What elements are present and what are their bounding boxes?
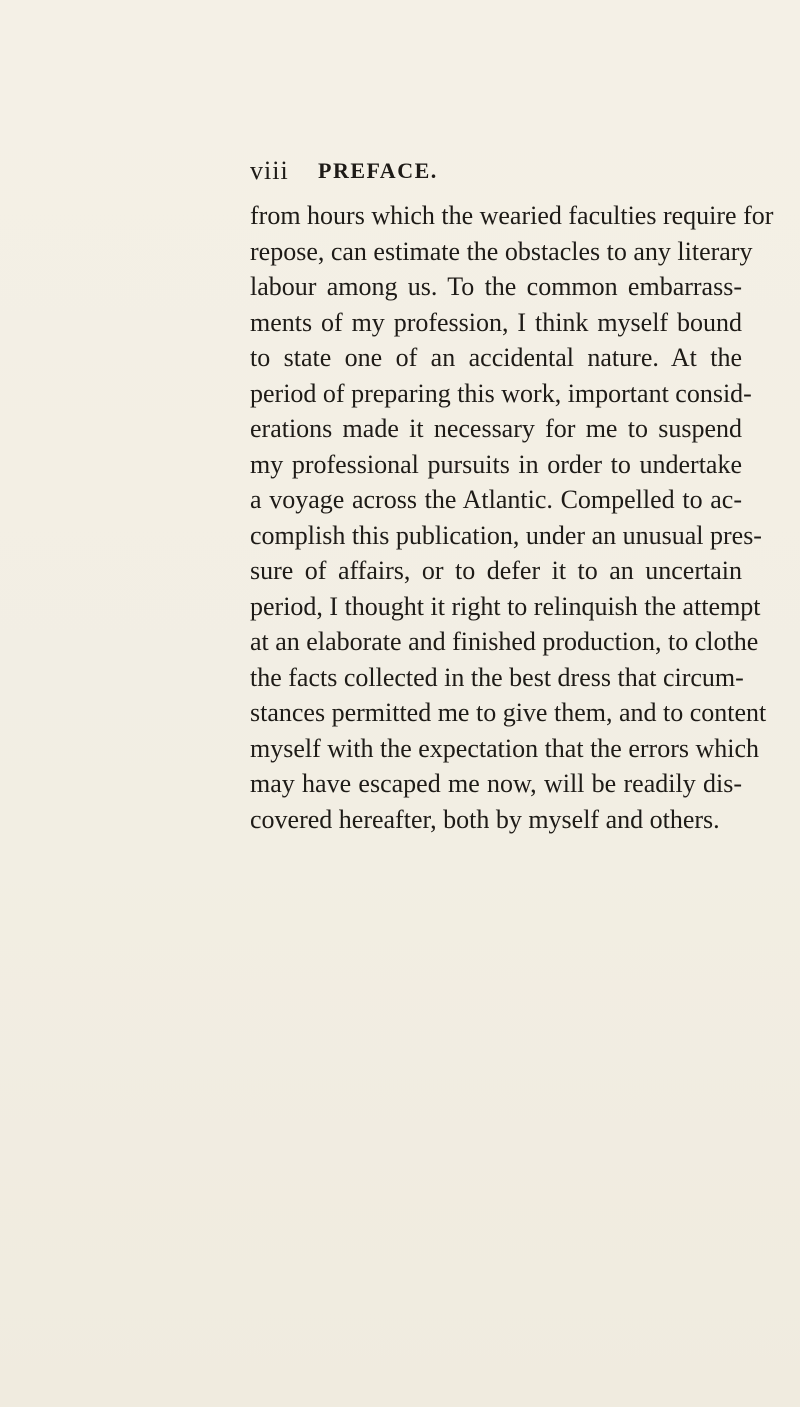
text-line: a voyage across the Atlantic. Compelled to ac- <box>250 485 742 514</box>
text-line: stances permitted me to give them, and to content <box>250 698 767 727</box>
text-line: from hours which the wearied faculties require for <box>250 201 774 230</box>
text-line: sure of affairs, or to defer it to an uncertain <box>250 556 742 585</box>
running-title: PREFACE. <box>318 158 438 183</box>
page-number: viii <box>250 156 289 185</box>
text-line: period of preparing this work, important consid- <box>250 378 752 408</box>
text-line: complish this publication, under an unusual pres- <box>250 520 762 550</box>
text-line: covered hereafter, both by myself and others. <box>250 804 720 834</box>
text-line: my professional pursuits in order to undertake <box>250 449 742 479</box>
text-line: myself with the expectation that the errors which <box>250 733 760 763</box>
running-head <box>250 153 570 189</box>
body-paragraph <box>250 198 774 837</box>
text-line: may have escaped me now, will be readily dis- <box>250 769 742 798</box>
text-line: erations made it necessary for me to suspend <box>250 414 742 443</box>
text-line: the facts collected in the best dress that circum- <box>250 662 744 692</box>
text-line: repose, can estimate the obstacles to any literary <box>250 236 753 266</box>
text-line: labour among us. To the common embarrass- <box>250 272 742 301</box>
text-line: period, I thought it right to relinquish the attempt <box>250 591 761 621</box>
text-line: at an elaborate and finished production, to clothe <box>250 627 759 656</box>
text-line: to state one of an accidental nature. At the <box>250 343 742 372</box>
text-line: ments of my profession, I think myself bound <box>250 307 742 337</box>
